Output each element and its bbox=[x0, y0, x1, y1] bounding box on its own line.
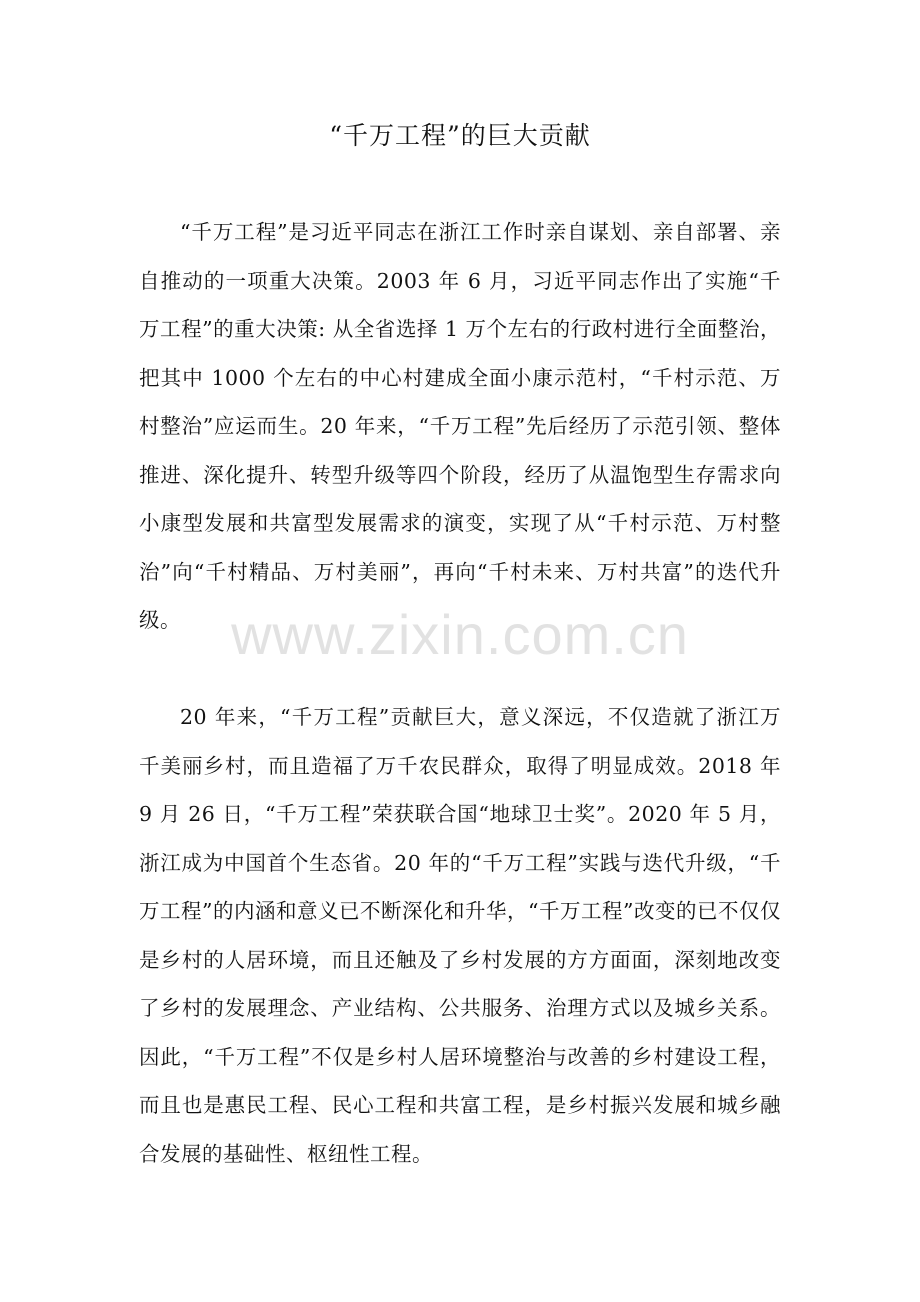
paragraph-2: 20 年来，“千万工程”贡献巨大，意义深远，不仅造就了浙江万千美丽乡村，而且造福了万千农民群众，取得了明显成效。2018 年 9 月 26 日，“千万工程”荣获联合国“地球卫士奖”。2020 年 5 月，浙江成为中国首个生态省。20 年的“千万工程”实践与迭代升级，“千万工程”的内涵和意义已不断深化和升华，“千万工程”改变的已不仅仅是乡村的人居环境，而且还触及了乡村发展的方方面面，深刻地改变了乡村的发展理念、产业结构、公共服务、治理方式以及城乡关系。因此，“千万工程”不仅是乡村人居环境整治与改善的乡村建设工程，而且也是惠民工程、民心工程和共富工程，是乡村振兴发展和城乡融合发展的基础性、枢纽性工程。 bbox=[139, 705, 781, 1166]
page-title: “千万工程”的巨大贡献 bbox=[329, 121, 591, 150]
paragraph-1: “千万工程”是习近平同志在浙江工作时亲自谋划、亲自部署、亲自推动的一项重大决策。2003 年 6 月，习近平同志作出了实施“千万工程”的重大决策: 从全省选择 1 万个左右的行政村进行全面整治，把其中 1000 个左右的中心村建成全面小康示范村，“千村示范、万村整治”应运而生。20 年来，“千万工程”先后经历了示范引领、整体推进、深化提升、转型升级等四个阶段，经历了从温饱型生存需求向小康型发展和共富型发展需求的演变，实现了从“千村示范、万村整治”向“千村精品、万村美丽”，再向“千村未来、万村共富”的迭代升级。 bbox=[139, 220, 781, 632]
watermark: www.zixin.com.cn bbox=[231, 603, 689, 666]
